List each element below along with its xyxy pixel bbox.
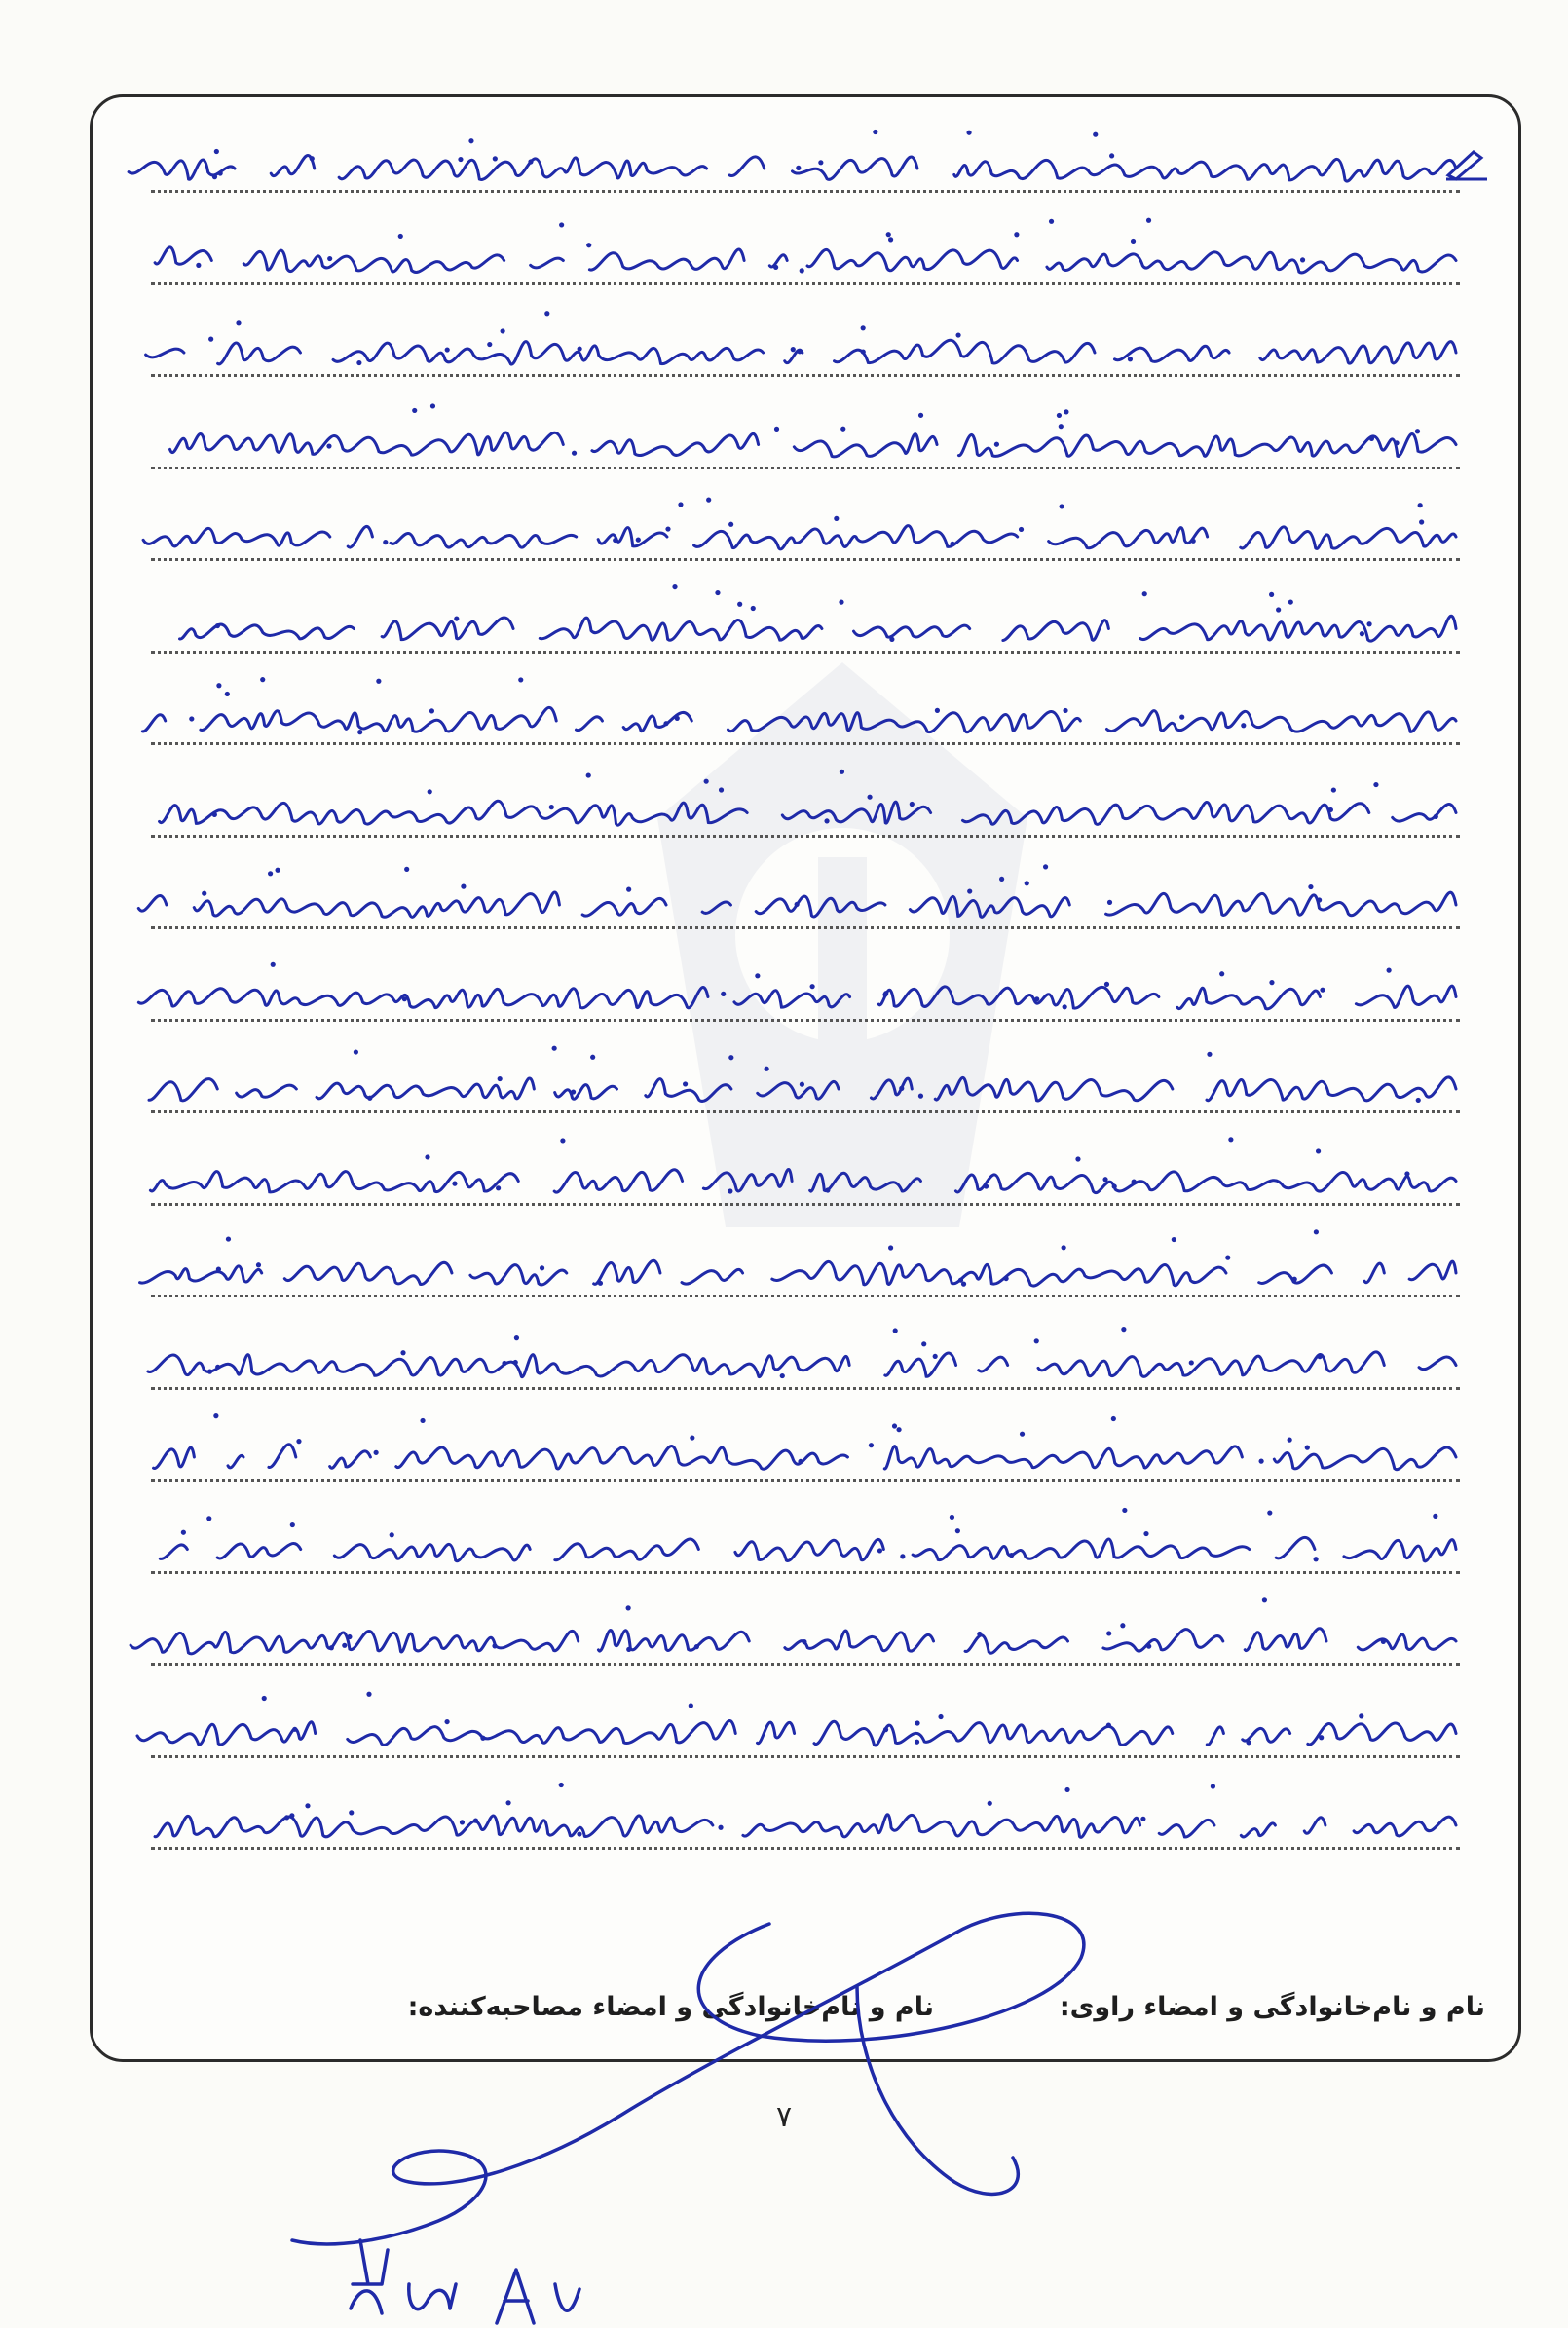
ink-dot [1314, 1229, 1319, 1234]
ink-dot [460, 1820, 465, 1824]
ink-dot [802, 1639, 806, 1644]
ink-dot [1062, 1245, 1066, 1250]
ink-dot [1416, 1098, 1421, 1103]
ink-dot [1288, 599, 1293, 604]
interviewer-signature-label: نام و نام‌خانوادگی و امضاء مصاحبه‌کننده: [407, 1992, 934, 2022]
ink-dot [966, 131, 971, 135]
ink-dot [1381, 1639, 1386, 1644]
ink-dot [1225, 1256, 1230, 1260]
handwritten-line [155, 1815, 1456, 1838]
ink-dot [366, 1692, 371, 1697]
ink-dot [933, 1354, 938, 1359]
handwritten-line [148, 1352, 1456, 1377]
ink-dot [1269, 592, 1274, 597]
ink-dot [1120, 1623, 1125, 1628]
ink-dot [202, 891, 206, 896]
ink-dot [452, 1182, 457, 1186]
ink-dot [706, 498, 711, 503]
ink-dot [458, 157, 463, 162]
ink-dot [480, 1736, 485, 1741]
ink-dot [1143, 1531, 1148, 1536]
ink-dot [1394, 440, 1399, 445]
ink-dot [326, 443, 331, 448]
ink-dot [755, 973, 760, 978]
ink-dot [690, 1435, 694, 1440]
ink-dot [1014, 232, 1019, 237]
ink-dot [780, 1373, 785, 1378]
ink-dot [598, 1281, 603, 1286]
ink-dot [1043, 864, 1048, 869]
ink-dot [586, 243, 591, 247]
ink-dot [728, 522, 733, 527]
ink-dot [824, 818, 829, 823]
ink-dot [715, 590, 720, 595]
ink-dot [1433, 1514, 1437, 1519]
ink-dot [577, 1831, 581, 1836]
ink-dot [1259, 1459, 1264, 1464]
ink-dot [1331, 787, 1336, 792]
narrator-signature-label: نام و نام‌خانوادگی و امضاء راوی: [1059, 1992, 1485, 2022]
ink-dot [773, 265, 778, 270]
ink-dot [910, 802, 915, 807]
ink-dot [349, 1810, 354, 1815]
ink-dot [402, 996, 407, 1001]
ink-dot [955, 332, 960, 337]
page-number: ۷ [775, 2100, 793, 2134]
ink-dot [1132, 1179, 1137, 1183]
ink-dot [374, 1450, 379, 1455]
ink-dot [1102, 1177, 1107, 1182]
ink-dot [1360, 631, 1364, 636]
ink-dot [1059, 504, 1064, 508]
ink-dot [1025, 881, 1029, 885]
ink-dot [918, 1094, 923, 1099]
ink-dot [1004, 1276, 1009, 1281]
form-frame [90, 94, 1521, 2062]
ink-dot [513, 1360, 518, 1365]
ink-dot [528, 159, 533, 164]
ink-dot [613, 538, 617, 543]
ink-dot [1019, 527, 1024, 532]
ink-dot [900, 1554, 905, 1558]
ink-dot [412, 408, 417, 413]
ink-dot [672, 584, 677, 589]
ink-dot [468, 138, 473, 143]
ink-dot [626, 1605, 631, 1610]
ink-dot [1404, 1171, 1409, 1176]
ink-dot [626, 887, 631, 892]
ink-dot [1228, 1137, 1233, 1142]
ink-dot [1418, 503, 1423, 507]
ink-dot [1219, 971, 1224, 976]
ink-dot [1064, 409, 1068, 414]
ink-dot [502, 1361, 506, 1366]
ink-dot [1142, 591, 1147, 596]
signature-footer [93, 1982, 1518, 2041]
ink-dot [1111, 1416, 1116, 1421]
ink-dot [420, 1418, 425, 1423]
ink-dot [404, 867, 409, 872]
ink-dot [492, 1643, 497, 1648]
ink-dot [578, 346, 582, 351]
ink-dot [218, 170, 223, 175]
ink-dot [1359, 1713, 1363, 1718]
ink-dot [1122, 1508, 1127, 1513]
ink-dot [893, 1328, 898, 1333]
handwritten-line [150, 1169, 1456, 1192]
ink-dot [329, 1645, 334, 1650]
ink-dot [493, 156, 498, 161]
ink-dot [800, 268, 804, 273]
ink-dot [383, 540, 388, 544]
ink-dot [892, 1423, 897, 1428]
ink-dot [262, 1696, 267, 1701]
ink-dot [216, 1267, 221, 1272]
ink-dot [873, 130, 877, 134]
ink-dot [256, 1262, 261, 1267]
ink-dot [216, 683, 221, 688]
ink-dot [1241, 723, 1246, 728]
ink-dot [1415, 429, 1420, 433]
ink-dot [1107, 900, 1112, 905]
handwritten-line [138, 986, 1456, 1009]
ink-dot [1189, 1360, 1194, 1365]
ink-dot [800, 1082, 804, 1087]
ink-dot [988, 1801, 992, 1806]
ink-dot [883, 991, 888, 995]
ink-dot [444, 1719, 449, 1724]
ink-dot [284, 1815, 289, 1820]
ink-dot [861, 349, 866, 354]
ink-dot [704, 779, 709, 784]
ink-dot [400, 1350, 405, 1355]
ink-dot [1267, 1510, 1272, 1515]
handwritten-line [160, 801, 1456, 825]
ink-dot [961, 1282, 966, 1287]
ink-dot [825, 1187, 830, 1192]
ink-dot [181, 1530, 186, 1535]
ink-dot [207, 1370, 212, 1374]
ink-dot [955, 1528, 960, 1533]
ink-dot [877, 1548, 882, 1553]
ink-dot [1121, 1327, 1126, 1332]
ink-dot [572, 451, 577, 456]
ink-dot [728, 1188, 732, 1193]
ink-dot [861, 325, 866, 330]
ink-dot [626, 1647, 631, 1652]
ink-dot [296, 1439, 301, 1444]
ink-dot [1320, 988, 1325, 993]
ink-dot [461, 884, 466, 889]
ink-dot [721, 992, 726, 996]
ink-dot [1034, 996, 1039, 1001]
ink-dot [1317, 897, 1322, 902]
ink-dot [683, 1081, 688, 1086]
ink-dot [718, 1825, 723, 1830]
ink-dot [428, 789, 432, 794]
ink-dot [834, 516, 839, 521]
ink-dot [347, 1634, 352, 1639]
ink-dot [357, 730, 362, 734]
ink-dot [984, 1183, 989, 1188]
ink-dot [797, 349, 802, 354]
ink-dot [1300, 257, 1305, 262]
ink-dot [889, 637, 894, 642]
ink-dot [689, 1703, 693, 1708]
handwritten-text [93, 97, 1521, 2062]
ink-dot [430, 403, 435, 408]
ink-dot [292, 1727, 297, 1732]
ink-dot [810, 984, 815, 989]
ink-dot [1128, 357, 1133, 361]
ink-dot [899, 1086, 904, 1091]
ink-dot [1387, 968, 1392, 973]
ink-dot [1288, 1438, 1292, 1443]
ink-dot [1104, 982, 1109, 987]
ink-dot [367, 1096, 372, 1101]
ink-dot [354, 1049, 358, 1054]
ink-dot [1305, 1446, 1310, 1450]
handwritten-line [140, 1260, 1456, 1286]
ink-dot [212, 174, 217, 179]
ink-dot [487, 342, 492, 347]
ink-dot [1075, 1156, 1080, 1161]
ink-dot [1057, 413, 1062, 418]
ink-dot [888, 1245, 893, 1250]
ink-dot [1276, 607, 1281, 612]
handwritten-line [143, 526, 1456, 549]
ink-dot [1207, 1052, 1212, 1057]
ink-dot [552, 1046, 557, 1051]
ink-dot [977, 1632, 982, 1636]
handwritten-line [149, 432, 1456, 457]
handwritten-line [137, 1720, 1456, 1745]
ink-dot [289, 1813, 294, 1818]
ink-dot [1063, 1004, 1067, 1009]
ink-dot [225, 692, 230, 696]
ink-dot [214, 149, 219, 154]
ink-dot [226, 1236, 231, 1241]
ink-dot [1106, 1722, 1111, 1727]
ink-dot [445, 347, 450, 352]
handwritten-line [155, 616, 1456, 641]
ink-dot [950, 542, 954, 546]
ink-dot [376, 679, 381, 684]
ink-dot [1246, 1740, 1251, 1745]
ink-dot [1179, 715, 1184, 720]
ink-dot [694, 1644, 699, 1649]
ink-dot [1319, 1735, 1324, 1740]
ink-dot [342, 1643, 347, 1648]
ink-dot [1308, 884, 1313, 889]
ink-dot [429, 708, 434, 713]
ink-dot [1049, 219, 1054, 224]
ink-dot [290, 1522, 295, 1527]
ink-dot [1314, 1557, 1319, 1561]
ink-dot [1292, 1277, 1297, 1282]
ink-dot [950, 1515, 954, 1520]
ink-dot [327, 256, 332, 261]
ink-dot [1109, 153, 1114, 158]
ink-dot [938, 1714, 943, 1719]
ink-dot [1434, 814, 1438, 819]
ink-dot [796, 166, 801, 170]
ink-dot [791, 347, 796, 352]
ink-dot [496, 1185, 501, 1190]
ink-dot [921, 1341, 926, 1346]
ink-dot [765, 1067, 769, 1071]
ink-dot [310, 156, 315, 161]
ink-dot [915, 1720, 919, 1725]
ink-dot [1191, 539, 1196, 544]
ink-dot [215, 623, 220, 628]
ink-dot [454, 616, 459, 620]
ink-dot [571, 1089, 576, 1094]
ink-dot [1369, 436, 1374, 441]
ink-dot [1328, 807, 1333, 812]
ink-dot [212, 812, 217, 817]
ink-dot [751, 606, 756, 611]
ink-dot [1146, 218, 1151, 223]
ink-dot [675, 716, 680, 721]
ink-dot [840, 427, 845, 432]
ink-dot [1262, 1597, 1267, 1602]
ink-dot [867, 795, 872, 800]
ink-dot [728, 1055, 733, 1060]
ink-dot [473, 1819, 478, 1823]
ink-dot [540, 1265, 544, 1270]
ink-dot [206, 1516, 211, 1521]
ink-dot [918, 413, 923, 418]
handwritten-line [160, 1537, 1456, 1560]
ink-dot [213, 1413, 218, 1418]
ink-dot [818, 160, 823, 165]
ink-dot [559, 222, 564, 227]
ink-dot [305, 1803, 310, 1808]
ink-dot [590, 1055, 595, 1060]
ink-dot [719, 787, 724, 792]
ink-dot [356, 360, 361, 365]
ink-dot [1211, 1784, 1215, 1788]
ink-dot [886, 232, 891, 237]
ink-dot [1020, 1432, 1025, 1437]
ink-dot [1034, 1338, 1039, 1343]
ink-dot [514, 1335, 519, 1340]
handwritten-line [149, 1077, 1456, 1102]
ink-dot [1317, 1354, 1322, 1359]
ink-dot [896, 1427, 901, 1432]
handwritten-line [142, 707, 1456, 732]
ink-dot [678, 502, 683, 507]
ink-dot [544, 311, 549, 316]
handwritten-line [130, 1445, 1456, 1470]
ink-dot [505, 1800, 510, 1805]
ink-dot [663, 721, 668, 726]
ink-dot [1269, 980, 1274, 985]
ink-dot [275, 868, 280, 873]
ink-dot [425, 1154, 429, 1159]
ink-dot [994, 442, 999, 447]
ink-dot [208, 337, 213, 342]
ink-dot [1112, 1184, 1117, 1189]
ink-dot [636, 538, 641, 543]
ink-dot [559, 1783, 564, 1787]
ink-dot [888, 237, 893, 242]
ink-dot [883, 1727, 888, 1732]
ink-dot [189, 716, 194, 721]
ink-dot [498, 1076, 503, 1081]
ink-dot [1146, 1644, 1151, 1649]
ink-dot [1063, 708, 1067, 713]
ink-dot [1131, 239, 1136, 244]
ink-dot [869, 1443, 874, 1447]
ink-dot [586, 772, 591, 777]
ink-dot [798, 1459, 803, 1464]
ink-dot [795, 902, 800, 907]
ink-dot [999, 877, 1004, 882]
ink-dot [967, 888, 972, 893]
ink-dot [1316, 1148, 1321, 1153]
ink-dot [1009, 1553, 1014, 1558]
ink-dot [840, 770, 844, 774]
ink-dot [1419, 519, 1424, 524]
ink-dot [935, 708, 940, 713]
handwritten-line [155, 247, 1456, 273]
handwritten-line [129, 156, 1456, 182]
ink-dot [1059, 424, 1064, 429]
ink-dot [737, 602, 742, 607]
handwritten-line [131, 1629, 1456, 1654]
ink-dot [560, 1138, 565, 1143]
ink-dot [1093, 132, 1098, 137]
ink-dot [1140, 1817, 1145, 1821]
ink-dot [268, 871, 273, 876]
ink-dot [839, 600, 843, 605]
ink-dot [390, 1532, 394, 1537]
ink-dot [774, 427, 779, 432]
ink-dot [236, 320, 241, 325]
ink-dot [1106, 1631, 1111, 1635]
ink-dot [1172, 1237, 1176, 1242]
ink-dot [271, 962, 276, 967]
ink-dot [196, 263, 201, 268]
ink-dot [665, 526, 670, 531]
ink-dot [215, 1365, 220, 1370]
ink-dot [1064, 1787, 1069, 1792]
ink-dot [398, 234, 403, 239]
ink-dot [915, 1740, 919, 1745]
ink-dot [260, 677, 265, 682]
ink-dot [1366, 621, 1371, 626]
ink-dot [1373, 782, 1378, 787]
ink-dot [518, 677, 523, 682]
ink-dot [501, 328, 505, 333]
ink-dot [549, 805, 554, 809]
